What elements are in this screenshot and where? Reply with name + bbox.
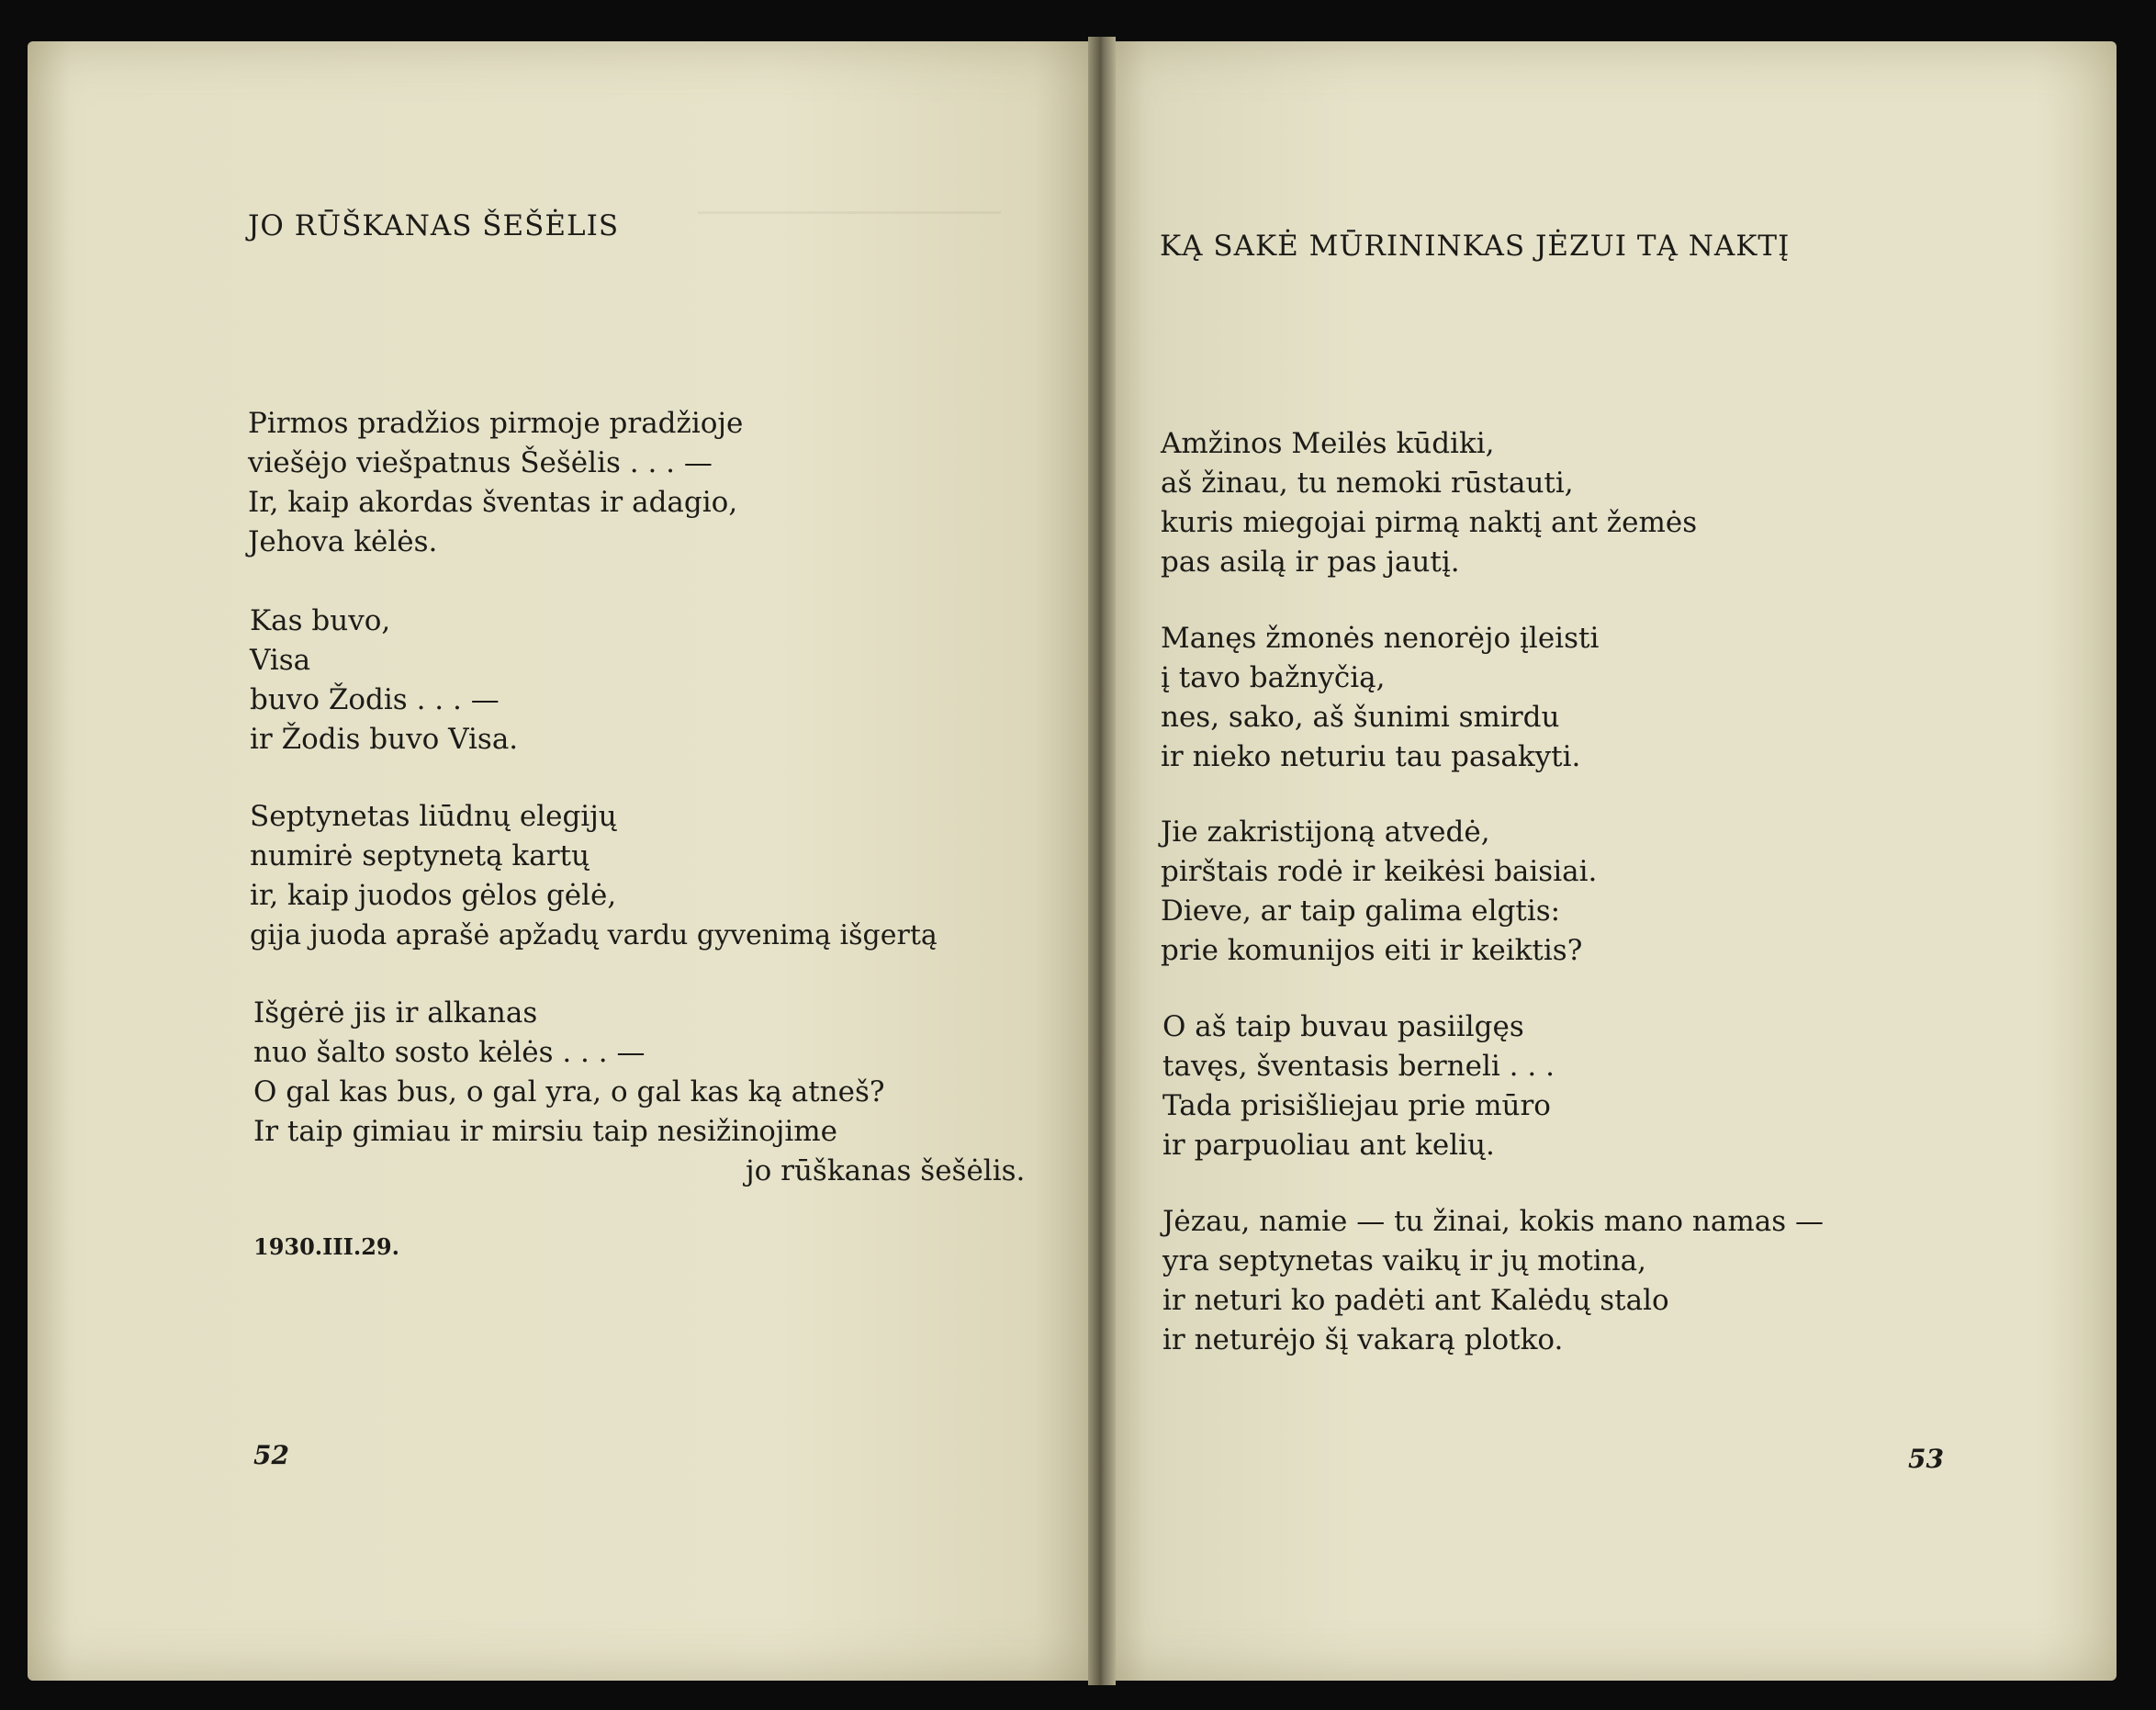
left-poem-title: JO RŪŠKANAS ŠEŠĖLIS	[248, 209, 620, 242]
poem-line: Visa	[250, 644, 311, 677]
poem-line: ir nieko neturiu tau pasakyti.	[1161, 740, 1581, 773]
poem-line: gija juoda aprašė apžadų vardu gyvenimą išgertą	[250, 919, 938, 951]
right-stanza-4	[1162, 1007, 1555, 1165]
poem-line: pirštais rodė ir keikėsi baisiai.	[1161, 855, 1598, 888]
poem-line: numirė septynetą kartų	[250, 839, 590, 872]
poem-line: nuo šalto sosto kėlės . . . —	[253, 1036, 646, 1069]
poem-line: ir, kaip juodos gėlos gėlė,	[250, 879, 617, 912]
right-stanza-2	[1161, 619, 1599, 777]
poem-line: Jehova kėlės.	[248, 525, 438, 558]
book-gutter	[1088, 37, 1116, 1685]
right-poem-title: KĄ SAKĖ MŪRININKAS JĖZUI TĄ NAKTĮ	[1160, 230, 1791, 263]
poem-line: ir neturėjo šį vakarą plotko.	[1162, 1323, 1564, 1356]
poem-line: Jėzau, namie — tu žinai, kokis mano namas —	[1162, 1205, 1825, 1238]
poem-line: Ir taip gimiau ir mirsiu taip nesižinojime	[253, 1115, 838, 1148]
page-number-right: 53	[1908, 1444, 1944, 1474]
poem-line: jo rūškanas šešėlis.	[746, 1154, 1026, 1187]
page-number-left: 52	[253, 1440, 289, 1470]
poem-line: tavęs, šventasis berneli . . .	[1162, 1050, 1555, 1083]
right-stanza-3	[1161, 813, 1597, 971]
poem-line: aš žinau, tu nemoki rūstauti,	[1161, 467, 1574, 500]
poem-line: O aš taip buvau pasiilgęs	[1162, 1010, 1524, 1043]
poem-line: pas asilą ir pas jautį.	[1161, 546, 1460, 579]
poem-line: viešėjo viešpatnus Šešėlis . . . —	[248, 446, 713, 479]
poem-line: ir neturi ko padėti ant Kalėdų stalo	[1162, 1284, 1669, 1317]
poem-line: nes, sako, aš šunimi smirdu	[1161, 701, 1560, 734]
poem-line: Ir, kaip akordas šventas ir adagio,	[248, 486, 738, 519]
left-stanza-1	[248, 404, 743, 562]
right-stanza-1	[1161, 424, 1697, 582]
poem-line: yra septynetas vaikų ir jų motina,	[1162, 1244, 1647, 1277]
left-stanza-3	[250, 797, 938, 955]
poem-date: 1930.III.29.	[253, 1233, 399, 1260]
left-stanza-4-signoff	[746, 1152, 1025, 1191]
left-stanza-2	[250, 602, 518, 759]
right-stanza-5	[1162, 1202, 1824, 1360]
bleed-through	[698, 211, 1001, 223]
poem-line: Dieve, ar taip galima elgtis:	[1161, 894, 1561, 928]
poem-line: Kas buvo,	[250, 604, 391, 637]
poem-line: Jie zakristijoną atvedė,	[1161, 816, 1490, 849]
poem-line: Septynetas liūdnų elegijų	[250, 800, 617, 833]
poem-line: buvo Žodis . . . —	[250, 683, 500, 716]
poem-line: kuris miegojai pirmą naktį ant žemės	[1161, 506, 1698, 539]
poem-line: ir parpuoliau ant kelių.	[1162, 1129, 1495, 1162]
poem-line: Amžinos Meilės kūdiki,	[1161, 427, 1495, 460]
poem-line: ir Žodis buvo Visa.	[250, 723, 519, 756]
left-stanza-4	[253, 994, 885, 1152]
poem-line: Tada prisišliejau prie mūro	[1162, 1089, 1551, 1122]
poem-line: Išgėrė jis ir alkanas	[253, 996, 538, 1029]
poem-line: prie komunijos eiti ir keiktis?	[1161, 934, 1583, 967]
poem-line: į tavo bažnyčią,	[1161, 661, 1386, 694]
poem-line: Manęs žmonės nenorėjo įleisti	[1161, 622, 1600, 655]
poem-line: O gal kas bus, o gal yra, o gal kas ką atneš?	[253, 1075, 885, 1108]
poem-line: Pirmos pradžios pirmoje pradžioje	[248, 407, 744, 440]
